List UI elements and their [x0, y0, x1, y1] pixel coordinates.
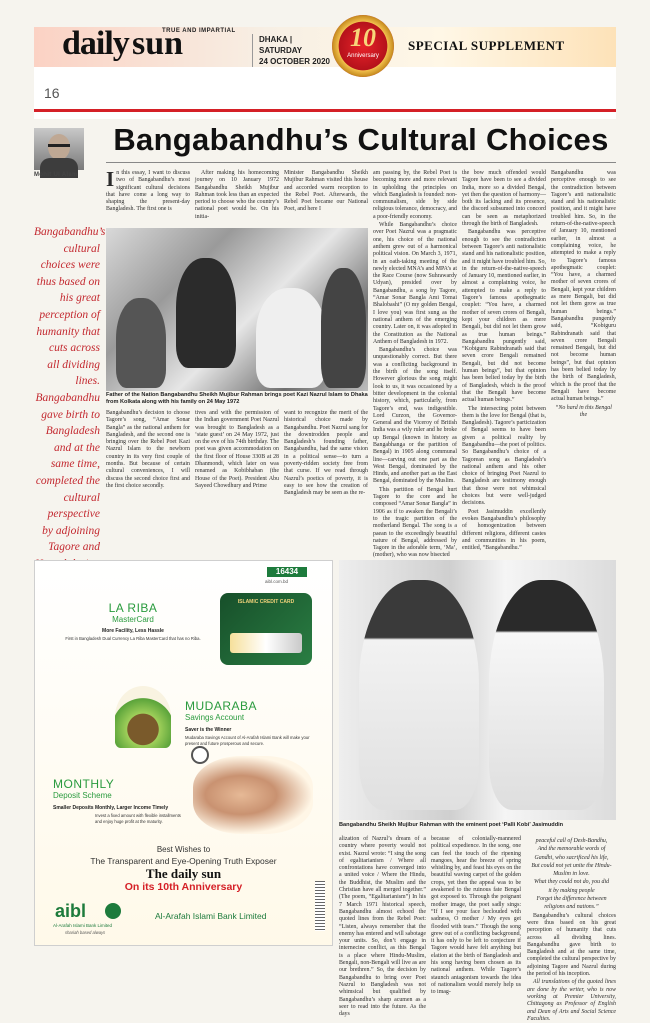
plant-icon [115, 686, 171, 748]
paragraph: because of colonially-mannered political expedience. In the song, one can feel the touch of the ripening mangoes, hear the breeze of spring whistling by, and feast his eyes on the beautiful waving carpet of the golden crops, yet then the appeal was to be awakened to the ruinous fate Bengal got exposed to. Through the poignant mother image, the poet sadly sings: “If I see your face beclouded with sadness, O mother / My eyes get flooded with tears.” Though the song grew out of a conflicting background, it has only to be left to conjecture if Tagore would have felt anything but elation at the birth of Bangladesh and his song having been chosen as its national anthem. While Tagore’s staunch antagonism towards the idea of nationalism would merely help us to imag- [431, 836, 521, 996]
article-column-5 [462, 170, 546, 552]
poem-line: What they could not do, you did [533, 879, 610, 886]
paragraph: am passing by, the Rebel Poet is becoming more and more relevant in upholding the principles on which Bangladesh is founded: non-communalism, side by side religious tolerance, democracy, and a poor-friendly economy. [373, 170, 457, 220]
product-tagline: Saver is the Winner [185, 727, 232, 733]
masthead [34, 23, 616, 119]
product-title: LA RIBA [108, 601, 158, 615]
article-column-8 [431, 836, 521, 996]
supplement-label: SPECIAL SUPPLEMENT [408, 38, 565, 53]
pull-quote: Bangabandhu’s cultural choices were thus based on his great perception of humanity that cuts across all dividing lines. Bangabandhu gave birth to Bangladesh and at the same time, completed the cultural perspective by adjoining Tagore and [34, 226, 106, 554]
photo-nazrul-arrival [106, 228, 368, 391]
paragraph: Minister Bangabandhu Sheikh Mujibur Rahman visited this house and accorded warm reception to the Rebel Poet. Afterwards, the Rebel Poet became our National Poet, and here I [284, 170, 368, 213]
page-number: 16 [44, 85, 60, 101]
paragraph [551, 170, 616, 404]
author-photo [34, 128, 84, 170]
credit-card-image [220, 593, 312, 665]
figure-person [256, 288, 326, 388]
poem-line: religions and nations.” [544, 904, 599, 911]
article-column-2-top [195, 170, 279, 226]
article-column-1-top [106, 167, 190, 226]
drop-cap: I [106, 167, 115, 191]
photo-caption: Bangabandhu Sheikh Mujibur Rahman with the eminent poet ‘Palli Kobi’ Jasimuddin [339, 822, 564, 828]
brand-sun: sun [132, 25, 184, 62]
hands-image [193, 756, 313, 834]
poem-line: But could not yet unite the Hindu- [531, 862, 612, 869]
article-column-4 [373, 170, 457, 559]
hotline-number: 16434 [267, 567, 307, 577]
article-column-3-bottom [284, 410, 368, 518]
product-tagline: Smaller Deposits Monthly, Larger Income Timely [53, 805, 169, 811]
photo-jasimuddin [339, 560, 616, 820]
author-byline: Mohit Ul Alam [34, 172, 78, 178]
card-brand: ISLAMIC CREDIT CARD [237, 599, 295, 605]
anniversary-word: Anniversary [347, 53, 379, 59]
brand-tagline: TRUE AND IMPARTIAL [162, 28, 236, 34]
paragraph: While Bangabandhu’s choice over Poet Nazrul was a pragmatic one, his choice of the national anthem grew out of a harmonical political vision. On March 3, 1971, in an oath-taking meeting of the newly elected MNA’s and MPA’s at the Race Course (now Suhrawardy Udyan), presided over by Bangabandhu, a song by Tagore, “Amar Sonar Bangla Ami Tomai Bhalobashi” (O my golden Bengal, I love you) was first sung as the national anthem of the emerging country. Later on, it was adopted in the Constitution as the National Anthem of Bangladesh in 1972. [373, 222, 457, 345]
wish-line: The Transparent and Eye-Opening Truth Exposer [90, 856, 277, 866]
paragraph: alization of Nazrul’s dream of a country where poverty would not exist. Nazrul wrote: “I sing the song of egalitarianism / Where all confrontations have converged into a united voice / Where the Hindu, the Buddhist, the Muslim and the Christian have all merged together.” (The poem, “Egalitarianism”) In his 7 March 1971 historical speech, Bangabandhu almost echoed the quoted lines from the Rebel Poet: “Listen, always remember that the enemy has entered and will sabotage your units. So, don’t engage in internecine conflict, as this Bengal is a place where Hindu-Muslim, Bengali, non-Bengali will live as are our brethren.” So, the decision by Bangabandhu to bring over Poet Nazrul to Bangladesh was not whimsical but qualified by Bangabandhu’s sharp acumen as a seer to read into the future. As the days [339, 836, 426, 1018]
bank-advertisement [34, 560, 333, 946]
author-head [48, 134, 70, 160]
article-column-9 [527, 838, 616, 1022]
paragraph: want to recognize the merit of the historical choice made by Bangabandhu. Poet Nazrul sang for the downtrodden people and Bangladesh’s founding father, Bangabandhu, had the same vision in a political sense—to turn a poverty-ridden society free from that curse. If we read through Nazrul’s poetics of poverty, it is easy to see how the creation of Bangladesh may be seen as the re- [284, 410, 368, 497]
product-subtitle: Deposit Scheme [53, 791, 112, 800]
product-description: Invest a fixed amount with flexible installments and enjoy huge profit at the maturity. [95, 813, 181, 824]
lead-text: n this essay, I want to discuss two of Bangabandhu’s most significant cultural decisions that have come a long way to shaping the present-day Bangladesh. The first one is [106, 170, 190, 213]
article-column-7 [339, 836, 426, 1018]
anniversary-number: 10 [350, 23, 376, 52]
masthead-rule [34, 109, 616, 112]
headline: Bangabandhu’s Cultural Choices [113, 122, 609, 157]
paragraph: tives and with the permission of the Indian government Poet Nazrul was brought to Bangladesh as a ‘state guest’ on 24 May 1972, just on the eve of his 74th birthday. The poet was given accommodation on the first floor of House 330B at 28 Dhanmondi, which later on was renamed as Kobibhaban (the House of the Poet). President Abu Sayeed Chowdhury and Prime [195, 410, 279, 489]
figure-person [489, 580, 604, 810]
ad-website: aibl.com.bd [265, 579, 289, 584]
product-subtitle: Savings Account [185, 713, 245, 722]
paragraph: the bow much offended would Tagore have been to see a divided India, more so a divided Bengal, yet then the question of harmony—both its lacking and its presence, the discord subsumed into concord can be seen as metaphorized through the birth of Bangladesh. [462, 170, 546, 228]
paragraph: After making his homecoming journey on 10 January 1972 Bangabandhu Sheikh Mujibur Rahman took less than an expected period to choose who the country’s national poet would be. On his initia- [195, 170, 279, 220]
dateline [252, 34, 335, 67]
article-column-2-bottom [195, 410, 279, 518]
issue-date: 24 OCTOBER 2020 [259, 57, 330, 66]
article-lead-paragraph [106, 167, 190, 214]
author-glasses [48, 144, 70, 147]
product-subtitle: MasterCard [112, 615, 154, 624]
col6-text: Bangabandhu was perceptive enough to see the contradiction between Tagore’s anti nationalistic stand and his nationalistic position, and it might have troubled him. So, in the return-of-the-native-speech of January 10, mentioned earlier, in almost a complaining voice, he attempted to make a reply to Tagore’s famous apothegmatic couplet: “You have, a charmed mother of seven crores of Bengali, kept your children as mere Bengali, but did not let them grow as true human beings.” Bangabandhu pungently said, “Kobiguru Rabindranath said that seven crore Bengali remained Bengali, but did not become human beings”, but that opinion has been belied today by the birth of Bangladesh, which is the proof that the Bengali have become actual human beings.” [551, 170, 616, 403]
brand-daily: daily [62, 25, 129, 62]
barcode-icon [315, 881, 325, 931]
paragraph: Poet Jasimuddin excellently evokes Bangabandhu’s philosophy of homogenization between different religions, different castes and communities in his poem, entitled, “Bangabandhu.” [462, 508, 546, 552]
figure-person [359, 580, 479, 810]
headline-rule [106, 162, 616, 163]
article-column-3-top [284, 170, 368, 226]
product-title: MONTHLY [53, 777, 115, 791]
paragraph: Bangabandhu’s cultural choices were thus based on his great perception of humanity that cuts across all dividing lines. Bangabandhu gave birth to Bangladesh and at the same time, completed the cultural perspective by adjoining Tagore and Nazrul during the period of his inception. [527, 912, 616, 978]
watch-icon [191, 746, 209, 764]
article-column-6 [551, 170, 616, 452]
logo-text: aibl [55, 901, 87, 921]
photo-caption: Father of the Nation Bangabandhu Sheikh Mujibur Rahman brings poet Kazi Nazrul Islam to Dhaka from Kolkata along with his family on 24 May 1972 [106, 392, 368, 405]
paragraph: This partition of Bengal hurt Tagore to the core and he composed “Amar Sonar Bangla” in 1906 as if to awaken the Bengali’s to the tragic partition of the motherland Bengal. The song is a paean to the exceedingly beautiful nature of Bengal, addressed by Tagore in the adorable term, ‘Ma’, (mother), who was now bisected [373, 486, 457, 559]
paragraph: Bangabandhu’s choice was unquestionably correct. But there was a conflicting background in the birth of the song itself. However glorious the song might look to us, it was occasioned by a bitter development in the colonial history, which, particularly, from Tagore’s end, was indigestible. Lord Curzon, the Governor-General and the Viceroy of British India was a wily ruler and he broke up Bengal (known in history as Bangabhanga or the partition of Bengal) in 1905 along communal line—carving out one part as the West Bengal, dominated by the Hindu, and another part as the East Bengal, dominated by the Muslim. [373, 347, 457, 485]
card-stack [230, 633, 302, 653]
author-bio: All translations of the quoted lines are done by the writer, who is now working at Premier University, Chittagong as Professor of English and Dean of Arts and Social Science Faculties. [527, 979, 616, 1022]
figure-person [176, 258, 236, 368]
poem-line: Gandhi, who sacrificed his life, [534, 854, 609, 861]
wish-line: Best Wishes to [156, 845, 211, 854]
anniversary-badge [332, 15, 394, 77]
poem-line: Forget the difference between [536, 896, 607, 903]
figure-person [321, 268, 366, 388]
poem-line: And the memorable words of [537, 846, 606, 853]
product-title: MUDARABA [185, 699, 258, 713]
poem-line: peaceful call of Desh-Bandhu, [535, 838, 608, 844]
poem-line: Muslim in love. [553, 871, 590, 878]
product-description: First in Bangladesh Dual Currency La Riba MasterCard that has no Riba. [65, 636, 201, 641]
article-column-1-bottom [106, 410, 190, 518]
logo-mark-icon [105, 903, 121, 919]
poem-line: it by making people [548, 887, 595, 894]
bank-name: Al-Arafah Islami Bank Limited [155, 911, 267, 921]
bank-slogan: shariah based always [65, 930, 106, 935]
figure-person [116, 298, 166, 388]
paragraph: The intersecting point between them is the love for Bengal (that is, Bangladesh). Tagore’s particization of Bengal seems to have been given a political reality by Bangabandhu—the poet of politics. So Bangabandhu’s choice of a Tagorean song as Bangladesh’s national anthem and his other choice of bringing Poet Nazrul to Bangladesh are testimony enough that those were not whimsical choices but were well-judged decisions. [462, 405, 546, 507]
city-day: DHAKA | SATURDAY [259, 35, 303, 55]
paragraph: Bangabandhu’s decision to choose Tagore’s song, “Amar Sonar Bangla” as the national anthem for Bangladesh, and the second one is bringing over the Rebel Poet Kazi Nazrul Islam to the newborn country in its very first couple of months. But because of certain cultural conveniences, I will discuss the second choice first and the first choice secondly. [106, 410, 190, 489]
paragraph: Bangabandhu was perceptive enough to see the contradiction between Tagore’s anti nationalistic stand and his nationalistic position, and it might have troubled him. So, in the return-of-the-native-speech of January 10, mentioned earlier, in almost a complaining voice, he attempted to make a reply to Tagore’s famous apothegmatic couplet: “You have, a charmed mother of seven crores of Bengali, kept your children as mere Bengali, but did not let them grow as true human beings.” Bangabandhu pungently said, “Kobiguru Rabindranath said that seven crore Bengali remained Bengali, but did not become human beings”, but that opinion has been belied today by the birth of Bangladesh, which is the proof that the Bengali have become actual human beings.” [462, 229, 546, 404]
product-description: Mudaraba Savings Account of Al-Arafah Islami Bank will make your present and future prosperous and secure. [185, 735, 310, 746]
wish-line: The daily sun [145, 866, 222, 881]
product-tagline: More Facility, Less Hassle [102, 628, 164, 634]
bank-name-small: Al-Arafah Islami Bank Limited [53, 923, 113, 928]
wish-line: On its 10th Anniversary [124, 881, 243, 893]
poem-opening: “No hard in this Bengal the [555, 404, 612, 418]
